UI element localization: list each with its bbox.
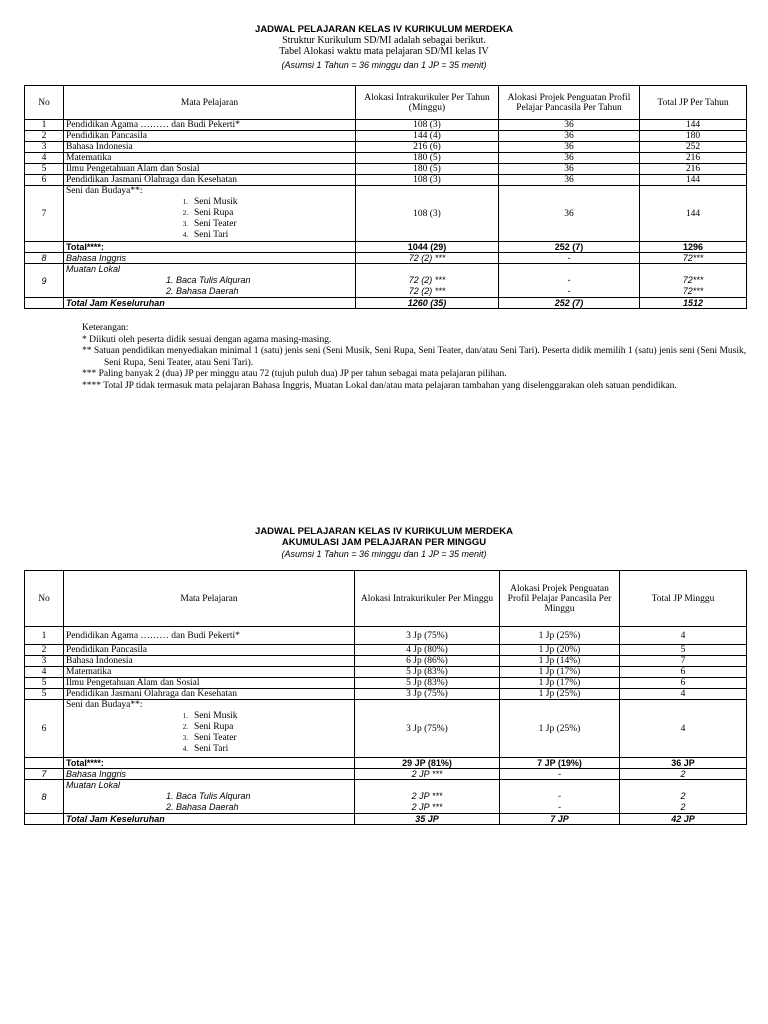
- section2-title2: AKUMULASI JAM PELAJARAN PER MINGGU: [281, 537, 487, 548]
- mulok-label: Muatan Lokal: [66, 780, 121, 790]
- row-projek: -: [499, 253, 640, 264]
- mulok-intra: 72 (2) *** 72 (2) ***: [356, 264, 499, 298]
- note-4: **** Total JP tidak termasuk mata pelajaran Bahasa Inggris, Muatan Lokal dan/atau mata pelajaran tambahan yang diselenggarakan oleh satuan pendidikan.: [82, 380, 677, 391]
- total-projek: 7 JP (19%): [500, 758, 620, 769]
- seni-item: 1. Seni Musik: [182, 197, 238, 207]
- header-no: No: [25, 86, 64, 120]
- row-subject: Bahasa Indonesia: [64, 656, 355, 667]
- section1-subtitle1: Struktur Kurikulum SD/MI adalah sebagai berikut.: [282, 35, 486, 46]
- mulok-cell: [64, 780, 355, 814]
- mulok-item: 1. Baca Tulis Alquran: [166, 791, 251, 801]
- row-projek: 36: [499, 186, 640, 242]
- row-no: 3: [25, 142, 64, 153]
- row-intra: 3 Jp (75%): [355, 627, 500, 645]
- mulok-item: 2. Bahasa Daerah: [166, 802, 239, 812]
- seni-item: 4. Seni Tari: [182, 230, 229, 240]
- section1-assumption: (Asumsi 1 Tahun = 36 minggu dan 1 JP = 35 menit): [281, 60, 487, 70]
- header-intra: Alokasi Intrakurikuler Per Minggu: [355, 571, 500, 627]
- annual-allocation-table: [24, 85, 747, 309]
- header-intra: Alokasi Intrakurikuler Per Tahun (Minggu): [356, 86, 499, 120]
- row-intra: 5 Jp (83%): [355, 667, 500, 678]
- seni-item: 4. Seni Tari: [182, 744, 229, 754]
- row-subject: Pendidikan Jasmani Olahraga dan Kesehatan: [64, 689, 355, 700]
- row-projek: 1 Jp (25%): [500, 627, 620, 645]
- row-projek: 1 Jp (25%): [500, 700, 620, 758]
- section2-title1: JADWAL PELAJARAN KELAS IV KURIKULUM MERDEKA: [255, 526, 513, 537]
- row-no: 8: [25, 253, 64, 264]
- seni-label: Seni dan Budaya**:: [66, 700, 143, 710]
- table-row-mulok: [25, 264, 747, 298]
- row-total: 216: [640, 164, 747, 175]
- mulok-intra: 2 JP *** 2 JP ***: [355, 780, 500, 814]
- row-projek: -: [500, 769, 620, 780]
- table-row: [25, 131, 747, 142]
- grand-label: Total Jam Keseluruhan: [64, 814, 355, 825]
- row-intra: 2 JP ***: [355, 769, 500, 780]
- row-total: 5: [620, 645, 747, 656]
- row-subject: Ilmu Pengetahuan Alam dan Sosial: [64, 164, 356, 175]
- row-total: 72***: [640, 253, 747, 264]
- seni-cell: [64, 186, 356, 242]
- grand-projek: 252 (7): [499, 298, 640, 309]
- row-subject: Pendidikan Jasmani Olahraga dan Kesehatan: [64, 175, 356, 186]
- header-projek: Alokasi Projek Penguatan Profil Pelajar Pancasila Per Minggu: [500, 571, 620, 627]
- row-total: 144: [640, 175, 747, 186]
- row-no: 4: [25, 667, 64, 678]
- row-intra: 3 Jp (75%): [355, 689, 500, 700]
- row-projek: 36: [499, 164, 640, 175]
- table-row: [25, 678, 747, 689]
- row-total: 252: [640, 142, 747, 153]
- row-no: 6: [25, 175, 64, 186]
- row-no: 7: [25, 769, 64, 780]
- row-total: 144: [640, 186, 747, 242]
- total-label: Total****:: [64, 242, 356, 253]
- table-grand-total-row: [25, 814, 747, 825]
- total-total: 36 JP: [620, 758, 747, 769]
- header-projek: Alokasi Projek Penguatan Profil Pelajar Pancasila Per Tahun: [499, 86, 640, 120]
- note-2: ** Satuan pendidikan menyediakan minimal 1 (satu) jenis seni (Seni Musik, Seni Rupa, Seni Teater, dan/atau Seni Tari). Peserta didik memilih 1 (satu) jenis seni (Seni Musik, Seni Rupa, Seni Teater, atau Seni Tari).: [82, 346, 747, 368]
- row-total: 216: [640, 153, 747, 164]
- mulok-total: 72*** 72***: [640, 264, 747, 298]
- total-label: Total****:: [64, 758, 355, 769]
- row-no: 5: [25, 689, 64, 700]
- row-no: 5: [25, 164, 64, 175]
- header-no: No: [25, 571, 64, 627]
- row-no: 5: [25, 678, 64, 689]
- mulok-item: 1. Baca Tulis Alquran: [166, 275, 251, 285]
- row-no: 7: [25, 186, 64, 242]
- seni-item: 2. Seni Rupa: [182, 208, 234, 218]
- seni-label: Seni dan Budaya**:: [66, 186, 143, 196]
- row-intra: 4 Jp (80%): [355, 645, 500, 656]
- row-projek: 36: [499, 131, 640, 142]
- grand-intra: 1260 (35): [356, 298, 499, 309]
- section1-heading: [0, 24, 768, 71]
- seni-item: 2. Seni Rupa: [182, 722, 234, 732]
- row-subject: Bahasa Indonesia: [64, 142, 356, 153]
- total-projek: 252 (7): [499, 242, 640, 253]
- table-row: [25, 175, 747, 186]
- row-intra: 180 (5): [356, 153, 499, 164]
- table-row: [25, 645, 747, 656]
- mulok-projek: - -: [500, 780, 620, 814]
- row-intra: 108 (3): [356, 175, 499, 186]
- header-total: Total JP Per Tahun: [640, 86, 747, 120]
- table-row: [25, 689, 747, 700]
- row-projek: 1 Jp (14%): [500, 656, 620, 667]
- grand-total: 1512: [640, 298, 747, 309]
- row-subject: Pendidikan Agama ……… dan Budi Pekerti*: [64, 120, 356, 131]
- row-subject: Matematika: [64, 153, 356, 164]
- row-total: 4: [620, 689, 747, 700]
- section2-heading: [0, 526, 768, 560]
- seni-item: 3. Seni Teater: [182, 733, 237, 743]
- row-projek: 36: [499, 142, 640, 153]
- header-mapel: Mata Pelajaran: [64, 86, 356, 120]
- table-row: [25, 164, 747, 175]
- mulok-cell: [64, 264, 356, 298]
- header-mapel: Mata Pelajaran: [64, 571, 355, 627]
- row-intra: 3 Jp (75%): [355, 700, 500, 758]
- row-projek: 36: [499, 120, 640, 131]
- row-subject: Pendidikan Agama ……… dan Budi Pekerti*: [64, 627, 355, 645]
- row-total: 2: [620, 769, 747, 780]
- row-intra: 144 (4): [356, 131, 499, 142]
- total-total: 1296: [640, 242, 747, 253]
- table-row-inggris: [25, 769, 747, 780]
- notes-block: [82, 323, 752, 393]
- row-projek: 1 Jp (20%): [500, 645, 620, 656]
- table-total-row: [25, 758, 747, 769]
- row-no: 1: [25, 627, 64, 645]
- row-intra: 108 (3): [356, 186, 499, 242]
- grand-projek: 7 JP: [500, 814, 620, 825]
- table-row-seni: [25, 700, 747, 758]
- row-projek: 36: [499, 153, 640, 164]
- row-total: 144: [640, 120, 747, 131]
- total-intra: 29 JP (81%): [355, 758, 500, 769]
- row-total: 6: [620, 678, 747, 689]
- seni-item: 3. Seni Teater: [182, 219, 237, 229]
- note-1: * Diikuti oleh peserta didik sesuai dengan agama masing-masing.: [82, 334, 332, 345]
- row-no: 8: [25, 780, 64, 814]
- row-subject: Bahasa Inggris: [64, 769, 355, 780]
- row-intra: 216 (6): [356, 142, 499, 153]
- row-total: 4: [620, 700, 747, 758]
- row-intra: 180 (5): [356, 164, 499, 175]
- row-subject: Bahasa Inggris: [64, 253, 356, 264]
- seni-cell: [64, 700, 355, 758]
- weekly-allocation-table: [24, 570, 747, 825]
- row-no: 2: [25, 645, 64, 656]
- row-total: 4: [620, 627, 747, 645]
- row-subject: Pendidikan Pancasila: [64, 645, 355, 656]
- row-intra: 5 Jp (83%): [355, 678, 500, 689]
- grand-intra: 35 JP: [355, 814, 500, 825]
- row-no: 4: [25, 153, 64, 164]
- section1-title: JADWAL PELAJARAN KELAS IV KURIKULUM MERDEKA: [255, 24, 513, 35]
- table-row: [25, 142, 747, 153]
- table-row-mulok: [25, 780, 747, 814]
- notes-heading: Keterangan:: [82, 323, 129, 333]
- mulok-item: 2. Bahasa Daerah: [166, 286, 239, 296]
- section1-subtitle2: Tabel Alokasi waktu mata pelajaran SD/MI kelas IV: [279, 46, 489, 57]
- table-row: [25, 120, 747, 131]
- table-row-seni: [25, 186, 747, 242]
- table-header-row: [25, 86, 747, 120]
- section2-assumption: (Asumsi 1 Tahun = 36 minggu dan 1 JP = 35 menit): [281, 549, 487, 559]
- table-row: [25, 627, 747, 645]
- row-projek: 1 Jp (17%): [500, 667, 620, 678]
- row-projek: 1 Jp (25%): [500, 689, 620, 700]
- row-no: 1: [25, 120, 64, 131]
- table-total-row: [25, 242, 747, 253]
- row-projek: 1 Jp (17%): [500, 678, 620, 689]
- header-total: Total JP Minggu: [620, 571, 747, 627]
- row-no: 2: [25, 131, 64, 142]
- row-intra: 72 (2) ***: [356, 253, 499, 264]
- table-row: [25, 667, 747, 678]
- table-header-row: [25, 571, 747, 627]
- mulok-total: 2 2: [620, 780, 747, 814]
- row-intra: 6 Jp (86%): [355, 656, 500, 667]
- mulok-projek: - -: [499, 264, 640, 298]
- grand-total: 42 JP: [620, 814, 747, 825]
- row-total: 7: [620, 656, 747, 667]
- table-row: [25, 656, 747, 667]
- row-total: 180: [640, 131, 747, 142]
- row-no: 6: [25, 700, 64, 758]
- row-no: 9: [25, 264, 64, 298]
- table-row: [25, 153, 747, 164]
- row-total: 6: [620, 667, 747, 678]
- mulok-label: Muatan Lokal: [66, 264, 121, 274]
- note-3: *** Paling banyak 2 (dua) JP per minggu atau 72 (tujuh puluh dua) JP per tahun sebagai mata pelajaran pilihan.: [82, 369, 507, 380]
- row-no: 3: [25, 656, 64, 667]
- row-intra: 108 (3): [356, 120, 499, 131]
- seni-item: 1. Seni Musik: [182, 711, 238, 721]
- total-intra: 1044 (29): [356, 242, 499, 253]
- row-subject: Matematika: [64, 667, 355, 678]
- row-subject: Pendidikan Pancasila: [64, 131, 356, 142]
- table-row-inggris: [25, 253, 747, 264]
- grand-label: Total Jam Keseluruhan: [64, 298, 356, 309]
- row-projek: 36: [499, 175, 640, 186]
- row-subject: Ilmu Pengetahuan Alam dan Sosial: [64, 678, 355, 689]
- table-grand-total-row: [25, 298, 747, 309]
